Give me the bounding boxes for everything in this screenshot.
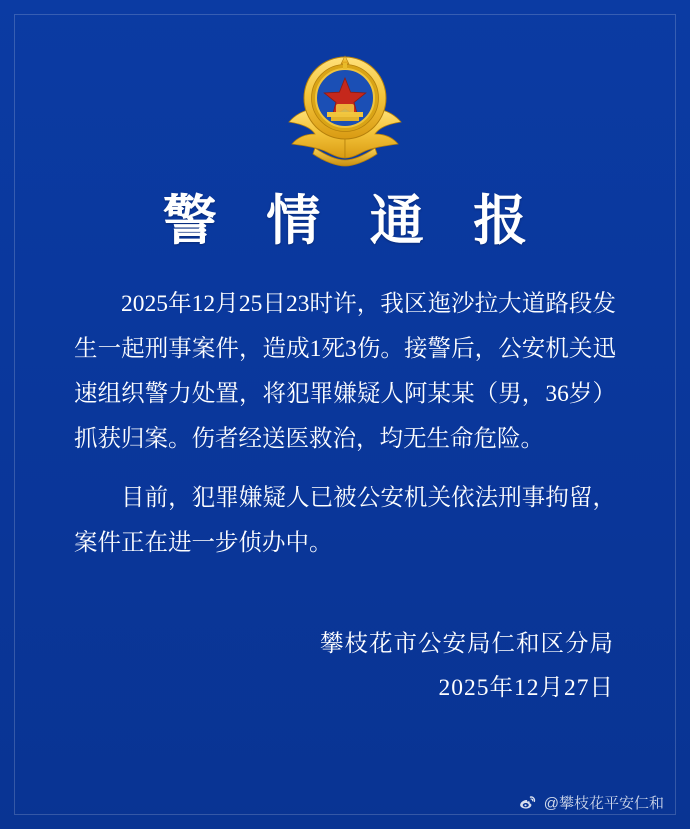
emblem-container [0, 52, 690, 170]
weibo-account-name: @攀枝花平安仁和 [543, 795, 664, 812]
signature-block [320, 622, 614, 710]
issuing-organization: 攀枝花市公安局仁和区分局 [320, 631, 614, 657]
issue-date: 2025年12月27日 [438, 675, 614, 701]
notice-paragraph-2: 目前，犯罪嫌疑人已被公安机关依法刑事拘留，案件正在进一步侦办中。 [74, 485, 616, 556]
weibo-watermark [518, 792, 664, 813]
notice-paragraph-1: 2025年12月25日23时许，我区迤沙拉大道路段发生一起刑事案件，造成1死3伤。接警后，公安机关迅速组织警力处置，将犯罪嫌疑人阿某某（男，36岁）抓获归案。伤者经送医救治，均无生命危险。 [74, 291, 616, 452]
notice-body [74, 282, 616, 572]
page-title: 警 情 通 报 [162, 191, 546, 251]
weibo-icon [518, 793, 537, 812]
china-police-emblem-icon [281, 52, 409, 170]
